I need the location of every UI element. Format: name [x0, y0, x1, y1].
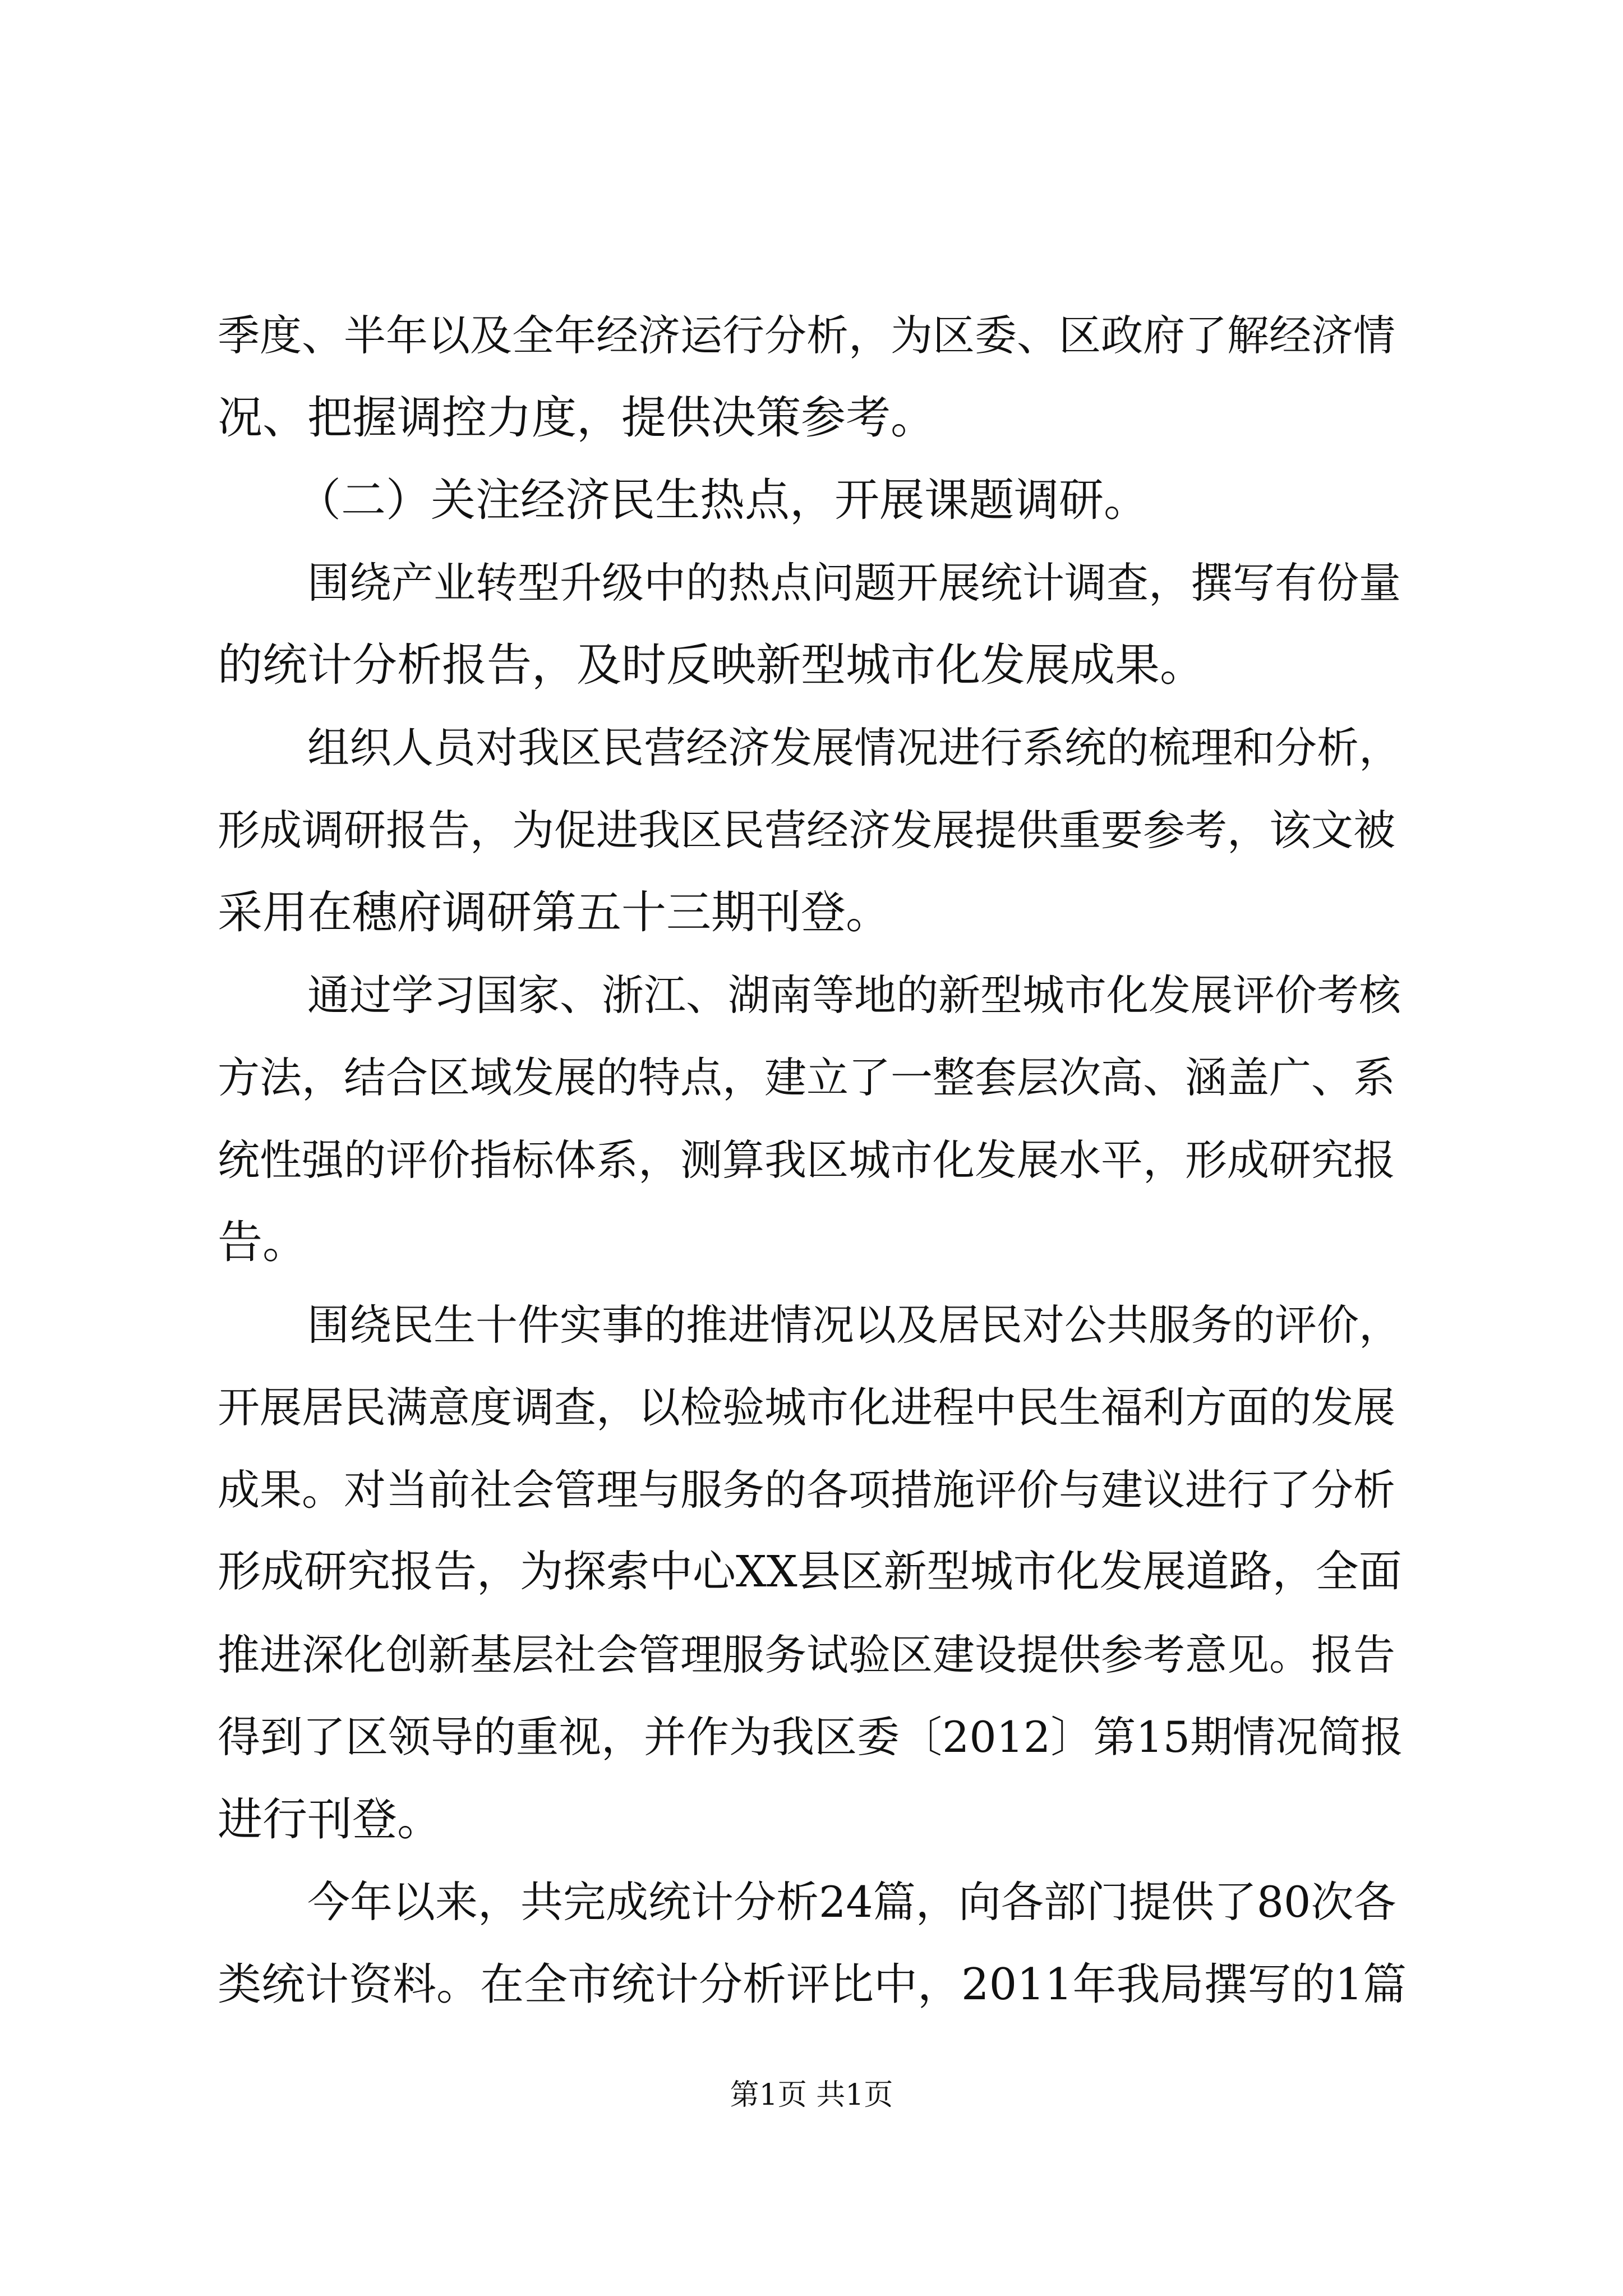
text-line: 类统计资料。在全市统计分析评比中，2011年我局撰写的1篇 — [218, 1959, 1407, 2010]
text-line: 通过学习国家、浙江、湖南等地的新型城市化发展评价考核 — [307, 970, 1401, 1020]
text-line: 围绕产业转型升级中的热点问题开展统计调查，撰写有份量 — [307, 558, 1401, 608]
text-line: 今年以来，共完成统计分析24篇，向各部门提供了80次各 — [307, 1877, 1396, 1927]
page-number-footer: 第1页 共1页 — [730, 2078, 893, 2112]
text-line: 进行刊登。 — [218, 1793, 442, 1846]
text-line: 得到了区领导的重视，并作为我区委〔2012〕第15期情况简报 — [218, 1712, 1404, 1762]
text-line: 况、把握调控力度，提供决策参考。 — [218, 392, 935, 444]
section-heading: （二）关注经济民生热点，开展课题调研。 — [296, 474, 1149, 526]
text-line: 统性强的评价指标体系，测算我区城市化发展水平，形成研究报 — [218, 1135, 1396, 1185]
text-line: 形成调研报告，为促进我区民营经济发展提供重要参考，该文被 — [218, 806, 1396, 855]
text-line: 方法，结合区域发展的特点，建立了一整套层次高、涵盖广、系 — [218, 1053, 1396, 1102]
text-line: 季度、半年以及全年经济运行分析，为区委、区政府了解经济情 — [218, 311, 1396, 360]
text-line: 开展居民满意度调查，以检验城市化进程中民生福利方面的发展 — [218, 1383, 1396, 1432]
text-line: 推进深化创新基层社会管理服务试验区建设提供参考意见。报告 — [218, 1630, 1396, 1680]
text-line: 告。 — [218, 1216, 307, 1268]
text-line: 形成研究报告，为探索中心XX县区新型城市化发展道路，全面 — [218, 1547, 1402, 1597]
text-line: 成果。对当前社会管理与服务的各项措施评价与建议进行了分析 — [218, 1465, 1396, 1515]
text-line: 围绕民生十件实事的推进情况以及居民对公共服务的评价， — [307, 1300, 1401, 1350]
text-line: 的统计分析报告，及时反映新型城市化发展成果。 — [218, 639, 1205, 691]
text-line: 组织人员对我区民营经济发展情况进行系统的梳理和分析， — [307, 723, 1401, 772]
text-line: 采用在穗府调研第五十三期刊登。 — [218, 886, 891, 938]
